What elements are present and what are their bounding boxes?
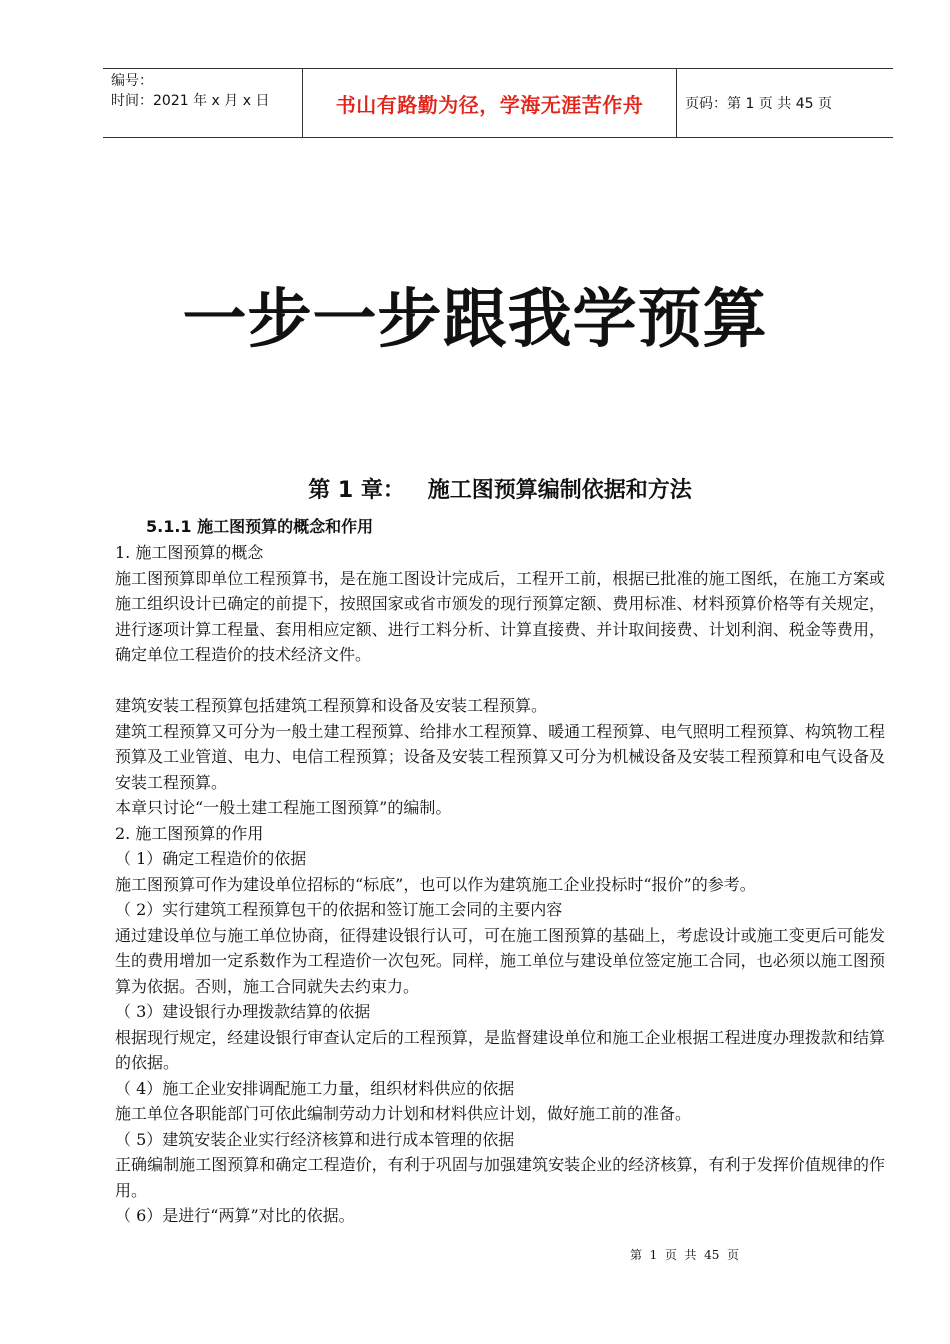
paragraph: 施工图预算可作为建设单位招标的“标底”，也可以作为建筑施工企业投标时“报价”的参考。 xyxy=(115,874,756,894)
paragraph: （ 5）建筑安装企业实行经济核算和进行成本管理的依据 xyxy=(115,1129,515,1149)
paragraph: （ 6）是进行“两算”对比的依据。 xyxy=(115,1206,355,1225)
section-title: 5.1.1 施工图预算的概念和作用 xyxy=(146,517,374,536)
document-title: 一步一步跟我学预算 xyxy=(182,282,768,357)
page-header xyxy=(103,68,893,138)
header-page-label: 页码：第 1 页 共 45 页 xyxy=(685,96,832,112)
paragraph: （ 3）建设银行办理拨款结算的依据 xyxy=(115,1002,371,1021)
header-meta xyxy=(103,69,303,137)
paragraph: 建筑工程预算又可分为一般土建工程预算、给排水工程预算、暖通工程预算、电气照明工程预算、构筑物工程预算及工业管道、电力、电信工程预算；设备及安装工程预算又可分为机械设备及安装工程预算和电气设备及安装工程预算。 xyxy=(115,721,885,792)
document-number-label: 编号： xyxy=(111,73,153,89)
paragraph: 本章只讨论“一般土建工程施工图预算”的编制。 xyxy=(115,798,452,817)
paragraph: （ 2）实行建筑工程预算包干的依据和签订施工会同的主要内容 xyxy=(115,900,563,919)
paragraph: （ 4）施工企业安排调配施工力量，组织材料供应的依据 xyxy=(115,1078,515,1098)
paragraph: 正确编制施工图预算和确定工程造价，有利于巩固与加强建筑安装企业的经济核算，有利于发挥价值规律的作用。 xyxy=(115,1155,885,1200)
chapter-title: 第 1 章： 施工图预算编制依据和方法 xyxy=(308,478,692,503)
paragraph: （ 1）确定工程造价的依据 xyxy=(115,849,307,868)
document-body xyxy=(115,540,885,1229)
document-date-label: 时间：2021 年 x 月 x 日 xyxy=(111,93,270,109)
paragraph: 施工单位各职能部门可依此编制劳动力计划和材料供应计划，做好施工前的准备。 xyxy=(115,1104,692,1123)
paragraph: 通过建设单位与施工单位协商，征得建设银行认可，可在施工图预算的基础上，考虑设计或施工变更后可能发生的费用增加一定系数作为工程造价一次包死。同样，施工单位与建设单位签定施工合同，也必须以施工图预算为依据。否则，施工合同就失去约束力。 xyxy=(115,925,885,996)
paragraph-spacer xyxy=(115,668,885,694)
paragraph: 建筑安装工程预算包括建筑工程预算和设备及安装工程预算。 xyxy=(115,696,548,715)
page-footer: 第 1 页 共 45 页 xyxy=(630,1248,740,1262)
paragraph: 施工图预算即单位工程预算书，是在施工图设计完成后，工程开工前，根据已批准的施工图纸，在施工方案或施工组织设计已确定的前提下，按照国家或省市颁发的现行预算定额、费用标准、材料预算价格等有关规定，进行逐项计算工程量、套用相应定额、进行工料分析、计算直接费、并计取间接费、计划利润、税金等费用，确定单位工程造价的技术经济文件。 xyxy=(115,568,885,664)
paragraph: 根据现行规定，经建设银行审查认定后的工程预算，是监督建设单位和施工企业根据工程进度办理拨款和结算的依据。 xyxy=(115,1027,885,1072)
paragraph: 2. 施工图预算的作用 xyxy=(115,823,264,843)
paragraph: 1. 施工图预算的概念 xyxy=(115,543,264,562)
header-motto: 书山有路勤为径，学海无涯苦作舟 xyxy=(303,69,677,137)
